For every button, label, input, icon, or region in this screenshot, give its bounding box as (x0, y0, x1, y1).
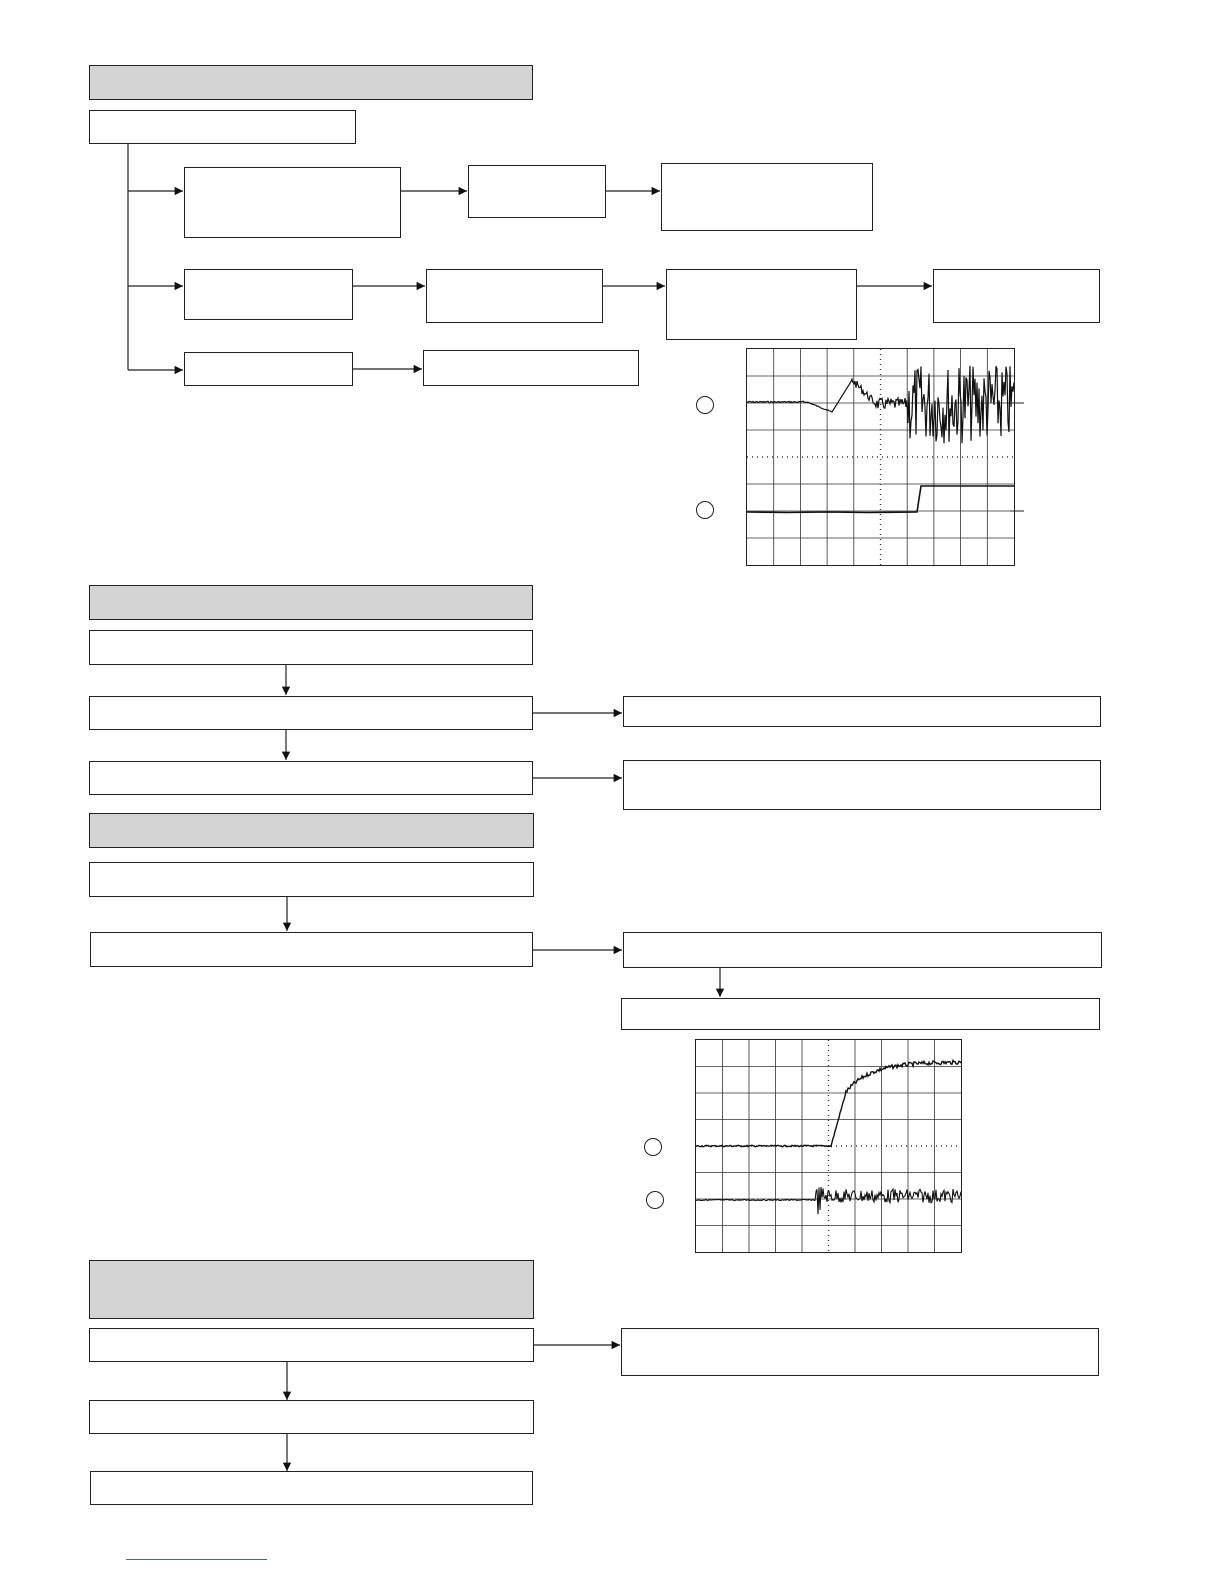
section2-header (89, 585, 533, 620)
section3-result1-box (623, 932, 1102, 968)
section2-result1-box (623, 696, 1101, 727)
waveform-top-marker-1 (696, 396, 714, 414)
section2-result2-box (623, 760, 1101, 810)
section2-step1-box (89, 630, 533, 665)
section4-step2-box (89, 1400, 534, 1434)
waveform-top-marker-2 (696, 501, 714, 519)
section4-result-box (621, 1328, 1099, 1376)
footer-link-underline[interactable] (126, 1559, 267, 1560)
waveform-bottom-trace-1 (696, 1060, 961, 1146)
waveform-bottom-marker-1 (644, 1138, 662, 1156)
branch2-step2-box (426, 269, 603, 323)
section1-root-box (89, 110, 356, 144)
branch2-step3-box (666, 269, 857, 340)
branch2-step1-box (184, 269, 353, 320)
section2-step3-box (89, 761, 533, 795)
oscilloscope-top-plot (747, 349, 1014, 565)
section4-step3-box (90, 1471, 533, 1505)
oscilloscope-top-ground-ticks (1010, 402, 1026, 514)
branch1-step3-box (661, 163, 873, 231)
branch1-step2-box (468, 165, 606, 218)
oscilloscope-top (746, 348, 1015, 566)
section3-step2-box (90, 932, 533, 967)
section1-header (89, 65, 533, 100)
section3-header (89, 813, 534, 848)
oscilloscope-bottom-plot (696, 1040, 961, 1252)
branch3-step2-box (423, 350, 639, 386)
branch1-step1-box (184, 167, 401, 238)
oscilloscope-bottom (695, 1039, 962, 1253)
waveform-bottom-marker-2 (646, 1191, 664, 1209)
section4-header (89, 1260, 534, 1319)
section3-step1-box (89, 862, 534, 897)
section2-step2-box (89, 696, 533, 730)
section3-result2-box (621, 998, 1100, 1030)
branch2-step4-box (933, 269, 1100, 323)
branch3-step1-box (184, 352, 353, 386)
section4-step1-box (89, 1328, 534, 1362)
